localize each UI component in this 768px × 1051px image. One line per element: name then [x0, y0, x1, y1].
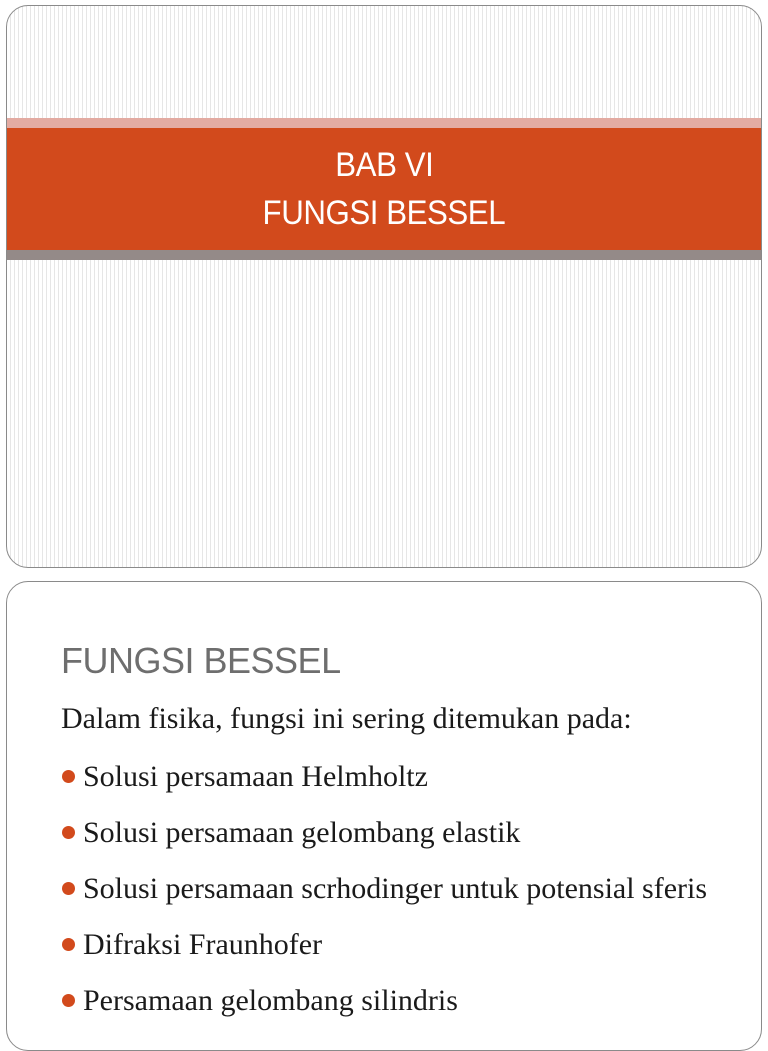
bullet-list	[61, 754, 741, 1034]
bullet-item	[61, 922, 741, 967]
title-band	[7, 128, 761, 250]
title-slide	[6, 5, 762, 568]
content-slide	[6, 581, 762, 1051]
bullet-icon	[62, 770, 75, 783]
bullet-icon	[62, 882, 75, 895]
intro-text: Dalam fisika, fungsi ini sering ditemukan pada:	[61, 702, 632, 735]
bullet-text: Solusi persamaan scrhodinger untuk potensial sferis	[83, 872, 708, 905]
bullet-item	[61, 978, 741, 1023]
title-band-bottom-stripe	[7, 250, 761, 260]
bullet-item	[61, 866, 741, 911]
slide-title-line-1: BAB VI	[334, 146, 434, 184]
bullet-text: Solusi persamaan Helmholtz	[83, 760, 428, 793]
bullet-text: Persamaan gelombang silindris	[83, 984, 458, 1017]
slide-heading: FUNGSI BESSEL	[61, 640, 341, 681]
bullet-icon	[62, 994, 75, 1007]
bullet-item	[61, 810, 741, 855]
bullet-item	[61, 754, 741, 799]
bullet-icon	[62, 938, 75, 951]
bullet-text: Solusi persamaan gelombang elastik	[83, 816, 521, 849]
bullet-icon	[62, 826, 75, 839]
bullet-text: Difraksi Fraunhofer	[83, 928, 323, 961]
slide-title-line-2: FUNGSI BESSEL	[262, 194, 506, 232]
title-band-top-stripe	[7, 118, 761, 128]
